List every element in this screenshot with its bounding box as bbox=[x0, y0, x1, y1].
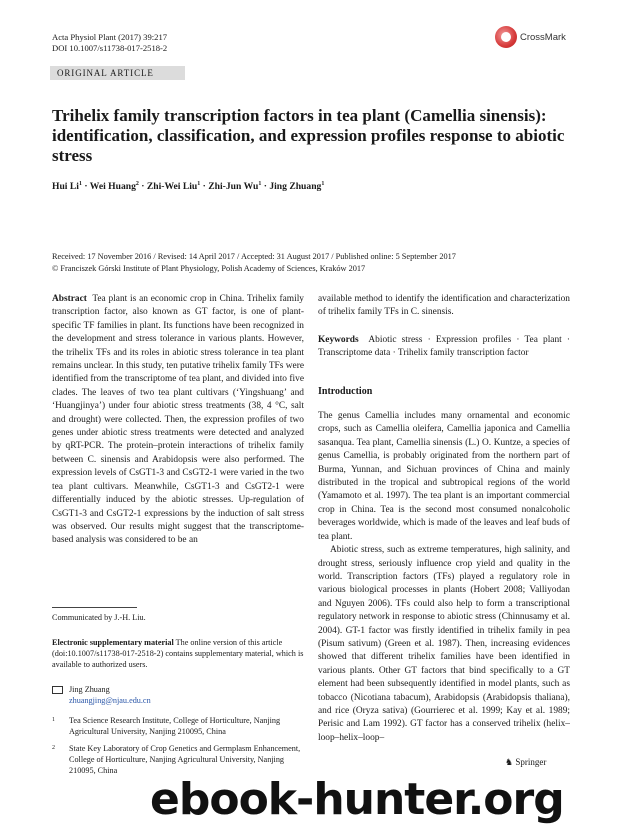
springer-horse-icon: ♞ bbox=[505, 757, 514, 767]
author-affiliation: 1 bbox=[258, 181, 262, 187]
right-column bbox=[318, 293, 570, 745]
journal-citation: Acta Physiol Plant (2017) 39:217 bbox=[52, 32, 168, 42]
author-affiliation: 1 bbox=[197, 181, 201, 187]
crossmark-label: CrossMark bbox=[520, 32, 566, 43]
intro-paragraph-2: Abiotic stress, such as extreme temperatures, high salinity, and drought stress, seriously influence crop yield and quality in the world. Transcription factors (TFs) played a regulatory role in various biological processes in plants (Hobert 2008; Valliyodan and Nguyen 2006). TFs could also help to form a transcriptional regulatory network in response to abiotic stress (Chinnusamy et al. 2004). GT-1 factor was firstly identified in trihelix family in pea (Pisum sativum) (Green et al. 1987). Then, increasing evidences showed that different trihelix families have been identified in various plants. Other GT factors that bind specifically to a GT element had been subsequently identified in model plants, such as tobacco (Nicotiana tabacum), Arabidopsis (Arabidopsis thaliana), and rice (Oryza sativa) (Gourrierec et al. 1999; Kay et al. 1989; Perisic and Lam 1992). GT factor has a conserved trihelix (helix–loop–helix–loop– bbox=[318, 545, 570, 743]
article-type-badge: ORIGINAL ARTICLE bbox=[50, 66, 185, 80]
copyright-line: © Franciszek Górski Institute of Plant Physiology, Polish Academy of Sciences, Kraków 2017 bbox=[52, 264, 366, 273]
author-affiliation: 2 bbox=[135, 181, 139, 187]
abstract bbox=[52, 293, 304, 548]
affiliation-text: State Key Laboratory of Crop Genetics and Germplasm Enhancement, College of Horticulture, Nanjing Agricultural University, Nanjing 210095, China bbox=[69, 744, 301, 775]
affiliation-text: Tea Science Research Institute, College of Horticulture, Nanjing Agricultural University, Nanjing 210095, China bbox=[69, 716, 281, 736]
abstract-text: Tea plant is an economic crop in China. Trihelix family transcription factor, also known as GT factor, is one of plant-specific TF families in plant. Its functions have been recognized in the development and stress tolerance in various plants. However, the trihelix TFs and its roles in abiotic stress tolerance in tea plant remains unclear. In this study, ten putative trihelix family TFs were identified from the transcriptome of tea plant, and divided into five clades. The leaves of two tea plant cultivars (‘Yingshuang’ and ‘Huangjinya’) under four abiotic stress treatments (38, 4 °C, salt and drought) were collected. Then, the expression profiles of two genes under abiotic stress treatments were detected and analyzed by qRT-PCR. The protein–protein interactions of trihelix family between C. sinensis and Arabidopsis were also performed. The expression levels of CsGT1-3 and CsGT2-1 were varied in the two tea plant cultivars. Meanwhile, CsGT1-3 and CsGT2-1 were differentially induced by the abiotic stresses. Up-regulation of CsGT1-3 and CsGT2-1 expressions by the induction of salt stress was observed. Our results might suggest that the transcriptome-based analysis was considered to be an bbox=[52, 294, 304, 546]
keywords-label: Keywords bbox=[318, 334, 359, 345]
author-name[interactable]: Jing Zhuang bbox=[269, 181, 322, 193]
watermark-banner bbox=[150, 775, 620, 824]
affiliation-2 bbox=[52, 743, 304, 776]
affiliation-number: 2 bbox=[52, 745, 55, 751]
corresponding-author bbox=[52, 684, 304, 706]
affiliation-1 bbox=[52, 715, 304, 737]
supplementary-note bbox=[52, 637, 304, 670]
supplementary-text: The online version of this article (doi:10.1007/s11738-017-2518-2) contains supplementary material, which is available to authorized users. bbox=[52, 638, 304, 669]
doi: DOI 10.1007/s11738-017-2518-2 bbox=[52, 43, 168, 53]
abstract-continued: available method to identify the identification and characterization of trihelix family TFs in C. sinensis. bbox=[318, 294, 570, 318]
affiliation-number: 1 bbox=[52, 717, 55, 723]
publisher-name: Springer bbox=[515, 757, 547, 767]
supplementary-label: Electronic supplementary material bbox=[52, 638, 174, 647]
author-list: Hui $Li^1$ · Wei Huang$^2$ · Zhi-Wei Liu$^1$ · Zhi-Jun $Wu^1$ · Jing Zhuang$^1$ bbox=[52, 181, 325, 193]
communicated-by: Communicated by J.-H. Liu. bbox=[52, 613, 146, 622]
author-affiliation: 1 bbox=[321, 181, 325, 187]
publication-dates bbox=[52, 251, 572, 275]
envelope-icon bbox=[52, 686, 63, 694]
contact-name: Jing Zhuang bbox=[69, 685, 110, 694]
author-name[interactable]: Zhi-Wei Liu bbox=[146, 181, 198, 193]
crossmark-icon bbox=[495, 26, 517, 48]
abstract-label: Abstract bbox=[52, 294, 87, 304]
paper-title: Trihelix family transcription factors in tea plant (Camellia sinensis): identification, classification, and expression profiles response to abiotic stress bbox=[52, 106, 565, 165]
section-heading-introduction: Introduction bbox=[318, 385, 373, 397]
history-dates: Received: 17 November 2016 / Revised: 14 April 2017 / Accepted: 31 August 2017 / Published online: 5 September 2017 bbox=[52, 252, 456, 261]
keywords-text: Abiotic stress · Expression profiles · Tea plant · Transcriptome data · Trihelix family transcription factor bbox=[318, 334, 570, 359]
author-affiliation: 1 bbox=[78, 181, 82, 187]
springer-logo bbox=[505, 757, 546, 768]
keywords bbox=[318, 334, 570, 361]
journal-info bbox=[52, 32, 167, 54]
author-name[interactable]: Wei Huang bbox=[89, 181, 136, 193]
crossmark-logo[interactable] bbox=[495, 26, 575, 52]
left-column bbox=[52, 293, 304, 548]
footnote-rule bbox=[52, 607, 137, 608]
contact-email[interactable]: zhuangjing@njau.edu.cn bbox=[69, 696, 151, 705]
author-name[interactable]: Hui Li bbox=[52, 181, 79, 193]
author-name[interactable]: Zhi-Jun Wu bbox=[208, 181, 259, 193]
intro-paragraph-1: The genus Camellia includes many ornamental and economic crops, such as Camellia oleifera, Camellia japonica and Camellia sasanqua. Tea plant, Camellia sinensis (L.) O. Kuntze, a species of genus Camellia, is probably originated from the northern part of Burma, Yunnan, and Sichuan provinces of China and mainly distributed in the tropical and subtropical regions of the world (Yamamoto et al. 1997). The tea plant is an important commercial crop in China. Tea is the second most consumed nonalcoholic beverages worldwide, which is made of the leaves and leaf buds of tea plant. bbox=[318, 411, 570, 542]
watermark-text: ebook-hunter.org bbox=[150, 774, 564, 825]
